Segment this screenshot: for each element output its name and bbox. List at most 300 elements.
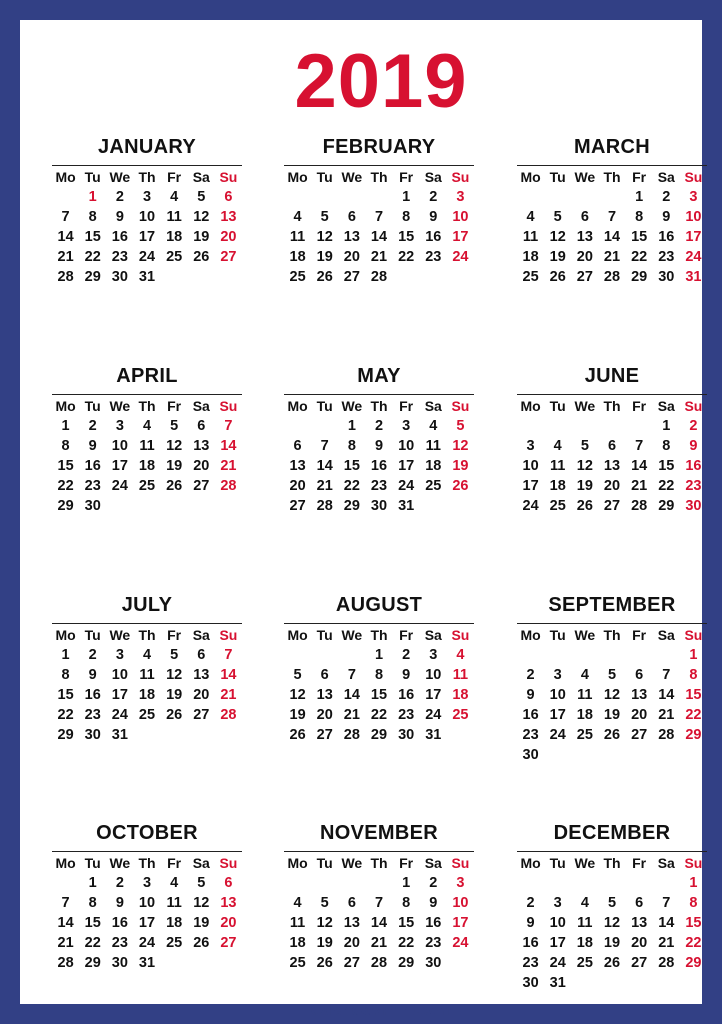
day-cell: 6: [635, 895, 644, 911]
day-cell: 16: [522, 935, 539, 951]
day-grid: [284, 167, 474, 287]
day-cell: 4: [526, 209, 535, 225]
day-cell: 10: [138, 209, 156, 225]
day-grid: [52, 853, 242, 973]
weekday-header: Sa: [657, 169, 675, 185]
day-cell: 9: [115, 209, 124, 225]
month-divider: [284, 623, 474, 624]
day-cell: 7: [61, 895, 70, 911]
day-cell: 4: [553, 438, 562, 454]
weekday-header: Mo: [520, 169, 541, 185]
day-cell: 23: [111, 249, 128, 265]
month-september: [517, 591, 707, 765]
day-cell: 17: [452, 229, 469, 245]
empty-cell: [52, 873, 79, 893]
month-divider: [52, 851, 242, 852]
day-cell: 13: [631, 687, 648, 703]
day-cell: 15: [57, 458, 74, 474]
day-cell: 16: [425, 229, 442, 245]
day-cell: 10: [549, 915, 566, 931]
empty-cell: [544, 873, 571, 893]
day-cell: 25: [166, 249, 183, 265]
day-cell: 2: [88, 647, 97, 663]
day-cell: 29: [398, 955, 415, 971]
day-grid: [52, 396, 242, 516]
day-cell: 31: [425, 727, 442, 743]
day-cell: 30: [425, 955, 442, 971]
month-divider: [284, 165, 474, 166]
day-cell: 3: [553, 895, 562, 911]
day-cell: 30: [370, 498, 388, 514]
empty-cell: [338, 187, 365, 207]
day-cell: 14: [370, 229, 388, 245]
day-cell: 22: [685, 707, 702, 723]
weekday-header: Mo: [55, 855, 76, 871]
weekday-header: We: [109, 855, 131, 871]
day-cell: 4: [293, 209, 302, 225]
weekday-header: Su: [684, 398, 703, 414]
day-cell: 27: [220, 249, 237, 265]
day-cell: 14: [57, 229, 74, 245]
day-cell: 6: [197, 647, 206, 663]
day-cell: 1: [88, 189, 97, 205]
year-title: 2019: [294, 39, 468, 124]
day-cell: 15: [370, 687, 388, 703]
day-cell: 24: [398, 478, 415, 494]
day-grid: [284, 853, 474, 973]
empty-cell: [52, 187, 79, 207]
weekday-header: We: [109, 398, 131, 414]
day-cell: 1: [689, 647, 698, 663]
month-august: [284, 591, 474, 745]
day-cell: 13: [316, 687, 333, 703]
day-cell: 22: [84, 249, 101, 265]
day-cell: 2: [429, 189, 438, 205]
day-cell: 23: [522, 727, 539, 743]
day-cell: 7: [662, 667, 671, 683]
empty-cell: [653, 645, 680, 665]
day-cell: 10: [138, 895, 156, 911]
day-cell: 19: [193, 915, 210, 931]
month-name: JULY: [121, 594, 173, 616]
day-cell: 1: [88, 875, 97, 891]
day-cell: 21: [220, 458, 237, 474]
day-cell: 21: [658, 935, 675, 951]
day-cell: 12: [166, 667, 183, 683]
day-cell: 15: [685, 687, 702, 703]
month-name: FEBRUARY: [322, 136, 436, 158]
day-cell: 11: [139, 438, 155, 454]
day-cell: 31: [685, 269, 702, 285]
day-cell: 10: [452, 895, 469, 911]
day-cell: 24: [425, 707, 442, 723]
day-cell: 18: [138, 458, 156, 474]
weekday-header: Mo: [55, 169, 76, 185]
day-cell: 25: [576, 955, 593, 971]
day-cell: 15: [84, 915, 101, 931]
day-cell: 12: [603, 915, 621, 931]
day-cell: 5: [456, 418, 465, 434]
month-divider: [284, 851, 474, 852]
day-cell: 18: [166, 229, 183, 245]
day-cell: 6: [320, 667, 329, 683]
day-cell: 4: [170, 875, 179, 891]
day-cell: 22: [658, 478, 675, 494]
day-cell: 28: [316, 498, 333, 514]
day-cell: 20: [631, 707, 648, 723]
month-name: NOVEMBER: [320, 822, 438, 844]
month-name: MARCH: [574, 136, 650, 158]
month-january: [52, 133, 242, 287]
weekday-header: Tu: [549, 169, 566, 185]
day-cell: 31: [111, 727, 128, 743]
day-cell: 29: [57, 727, 74, 743]
day-cell: 19: [452, 458, 469, 474]
day-cell: 14: [370, 915, 388, 931]
day-cell: 14: [220, 667, 237, 683]
weekday-header: We: [341, 398, 363, 414]
weekday-header: Sa: [424, 627, 442, 643]
day-cell: 7: [374, 209, 384, 225]
day-cell: 20: [343, 249, 360, 265]
day-cell: 1: [61, 647, 70, 663]
day-cell: 14: [658, 687, 675, 703]
day-grid: [284, 625, 474, 745]
day-cell: 29: [343, 498, 360, 514]
day-cell: 11: [522, 229, 539, 245]
day-cell: 11: [166, 209, 182, 225]
day-cell: 16: [84, 458, 101, 474]
weekday-header: Fr: [167, 398, 182, 414]
day-cell: 20: [220, 915, 237, 931]
day-cell: 24: [111, 707, 128, 723]
day-cell: 9: [88, 667, 97, 683]
day-cell: 17: [522, 478, 539, 494]
day-cell: 18: [166, 915, 183, 931]
day-cell: 9: [429, 209, 438, 225]
day-cell: 2: [115, 189, 124, 205]
month-divider: [284, 394, 474, 395]
day-cell: 1: [662, 418, 671, 434]
day-cell: 3: [553, 667, 562, 683]
weekday-header: Fr: [399, 855, 414, 871]
empty-cell: [338, 645, 365, 665]
empty-cell: [571, 645, 598, 665]
day-cell: 17: [685, 229, 702, 245]
day-cell: 8: [402, 895, 411, 911]
day-cell: 10: [549, 687, 566, 703]
empty-cell: [311, 416, 338, 436]
day-cell: 27: [343, 269, 360, 285]
day-cell: 26: [193, 935, 210, 951]
empty-cell: [598, 645, 625, 665]
day-cell: 26: [452, 478, 469, 494]
empty-cell: [311, 873, 338, 893]
weekday-header: Tu: [84, 855, 101, 871]
weekday-header: Sa: [192, 398, 210, 414]
day-cell: 14: [631, 458, 648, 474]
day-cell: 18: [289, 935, 306, 951]
day-cell: 20: [631, 935, 648, 951]
day-cell: 21: [658, 707, 675, 723]
weekday-header: Mo: [287, 627, 308, 643]
day-cell: 9: [115, 895, 124, 911]
day-cell: 15: [84, 229, 101, 245]
day-cell: 23: [522, 955, 539, 971]
day-cell: 18: [425, 458, 442, 474]
weekday-header: Mo: [520, 627, 541, 643]
empty-cell: [598, 873, 625, 893]
weekday-header: Sa: [192, 169, 210, 185]
empty-cell: [544, 187, 571, 207]
day-cell: 29: [57, 498, 74, 514]
month-june: [517, 362, 707, 516]
day-cell: 3: [689, 189, 698, 205]
day-cell: 25: [425, 478, 442, 494]
day-cell: 6: [224, 875, 233, 891]
empty-cell: [544, 416, 571, 436]
weekday-header: Th: [603, 627, 621, 643]
day-cell: 6: [580, 209, 589, 225]
day-cell: 15: [57, 687, 74, 703]
day-cell: 17: [425, 687, 442, 703]
day-cell: 5: [320, 895, 329, 911]
day-cell: 2: [689, 418, 698, 434]
empty-cell: [571, 873, 598, 893]
day-cell: 3: [526, 438, 535, 454]
day-cell: 6: [635, 667, 644, 683]
weekday-header: Th: [603, 398, 621, 414]
day-cell: 1: [402, 189, 411, 205]
month-name: DECEMBER: [553, 822, 671, 844]
weekday-header: Tu: [316, 855, 333, 871]
day-cell: 9: [526, 687, 535, 703]
day-cell: 10: [522, 458, 539, 474]
day-cell: 14: [220, 438, 237, 454]
weekday-header: We: [574, 398, 596, 414]
month-name: OCTOBER: [96, 822, 198, 844]
month-divider: [517, 623, 707, 624]
day-cell: 21: [370, 249, 388, 265]
day-cell: 19: [549, 249, 566, 265]
weekday-header: Mo: [55, 398, 76, 414]
day-cell: 8: [689, 667, 698, 683]
day-cell: 30: [522, 975, 539, 991]
day-cell: 3: [115, 647, 124, 663]
day-cell: 1: [402, 875, 411, 891]
weekday-header: Tu: [549, 627, 566, 643]
day-cell: 5: [170, 418, 179, 434]
day-cell: 31: [398, 498, 415, 514]
weekday-header: Fr: [399, 627, 414, 643]
weekday-header: Fr: [167, 169, 182, 185]
day-cell: 2: [526, 667, 535, 683]
day-cell: 7: [635, 438, 644, 454]
day-cell: 8: [61, 667, 70, 683]
day-cell: 21: [343, 707, 360, 723]
day-cell: 18: [522, 249, 539, 265]
weekday-header: We: [109, 169, 131, 185]
day-cell: 4: [580, 895, 589, 911]
day-cell: 16: [685, 458, 702, 474]
day-cell: 13: [631, 915, 648, 931]
day-cell: 13: [603, 458, 621, 474]
weekday-header: Mo: [520, 398, 541, 414]
day-cell: 24: [549, 955, 566, 971]
day-cell: 22: [343, 478, 360, 494]
day-cell: 31: [549, 975, 566, 991]
day-cell: 17: [138, 915, 156, 931]
day-grid: [52, 625, 242, 745]
day-cell: 1: [374, 647, 384, 663]
day-cell: 24: [549, 727, 566, 743]
day-cell: 14: [603, 229, 621, 245]
weekday-header: Su: [451, 169, 470, 185]
weekday-header: We: [341, 169, 363, 185]
day-grid: [517, 853, 707, 993]
day-cell: 1: [689, 875, 698, 891]
month-december: [517, 819, 707, 993]
empty-cell: [626, 645, 653, 665]
day-cell: 9: [429, 895, 438, 911]
day-cell: 8: [689, 895, 698, 911]
day-cell: 6: [293, 438, 302, 454]
day-cell: 6: [347, 895, 356, 911]
weekday-header: We: [341, 627, 363, 643]
day-cell: 2: [88, 418, 97, 434]
day-cell: 10: [111, 438, 128, 454]
day-cell: 22: [685, 935, 702, 951]
day-cell: 15: [631, 229, 648, 245]
day-cell: 10: [398, 438, 415, 454]
day-cell: 12: [316, 229, 333, 245]
day-cell: 24: [452, 249, 469, 265]
day-cell: 8: [88, 209, 97, 225]
day-cell: 4: [142, 647, 152, 663]
day-cell: 11: [577, 915, 593, 931]
weekday-header: Mo: [55, 627, 76, 643]
weekday-header: Sa: [424, 398, 442, 414]
day-cell: 20: [576, 249, 593, 265]
empty-cell: [517, 645, 544, 665]
day-cell: 15: [343, 458, 360, 474]
weekday-header: Mo: [287, 169, 308, 185]
day-cell: 21: [631, 478, 648, 494]
weekday-header: Sa: [192, 855, 210, 871]
day-cell: 9: [402, 667, 411, 683]
day-cell: 21: [220, 687, 237, 703]
weekday-header: Th: [370, 627, 388, 643]
day-cell: 20: [193, 687, 210, 703]
day-cell: 24: [452, 935, 469, 951]
weekday-header: Fr: [167, 855, 182, 871]
day-cell: 5: [197, 875, 206, 891]
day-cell: 28: [370, 269, 388, 285]
empty-cell: [284, 873, 311, 893]
day-cell: 2: [115, 875, 124, 891]
day-cell: 13: [343, 229, 360, 245]
day-cell: 30: [111, 269, 128, 285]
day-cell: 14: [316, 458, 333, 474]
day-cell: 23: [84, 707, 101, 723]
day-cell: 17: [398, 458, 415, 474]
day-cell: 12: [452, 438, 469, 454]
day-cell: 7: [347, 667, 356, 683]
day-cell: 12: [603, 687, 621, 703]
day-cell: 11: [577, 687, 593, 703]
day-cell: 23: [425, 249, 442, 265]
day-cell: 4: [142, 418, 152, 434]
day-cell: 13: [343, 915, 360, 931]
day-cell: 16: [658, 229, 675, 245]
day-cell: 24: [522, 498, 539, 514]
day-grid: [284, 396, 474, 516]
day-grid: [52, 167, 242, 287]
weekday-header: Mo: [287, 855, 308, 871]
day-cell: 17: [111, 687, 128, 703]
weekday-header: Th: [370, 169, 388, 185]
day-cell: 3: [142, 875, 152, 891]
day-cell: 27: [316, 727, 333, 743]
day-cell: 25: [576, 727, 593, 743]
weekday-header: Tu: [549, 855, 566, 871]
day-cell: 17: [452, 915, 469, 931]
day-cell: 13: [289, 458, 306, 474]
day-cell: 27: [289, 498, 306, 514]
day-cell: 7: [224, 418, 233, 434]
day-cell: 13: [576, 229, 593, 245]
day-cell: 20: [289, 478, 306, 494]
day-cell: 26: [193, 249, 210, 265]
day-cell: 15: [398, 915, 415, 931]
day-cell: 26: [549, 269, 566, 285]
weekday-header: Su: [684, 627, 703, 643]
day-cell: 28: [603, 269, 621, 285]
day-cell: 14: [343, 687, 360, 703]
day-cell: 21: [316, 478, 333, 494]
day-cell: 3: [142, 189, 152, 205]
day-cell: 18: [576, 707, 593, 723]
month-divider: [517, 851, 707, 852]
day-cell: 26: [576, 498, 593, 514]
day-cell: 8: [635, 209, 644, 225]
weekday-header: We: [109, 627, 131, 643]
month-april: [52, 362, 242, 516]
day-cell: 2: [662, 189, 671, 205]
day-cell: 23: [425, 935, 442, 951]
weekday-header: Su: [684, 169, 703, 185]
day-cell: 29: [631, 269, 648, 285]
day-cell: 6: [197, 418, 206, 434]
empty-cell: [544, 645, 571, 665]
month-july: [52, 591, 242, 745]
day-cell: 5: [197, 189, 206, 205]
day-cell: 18: [452, 687, 469, 703]
day-cell: 8: [61, 438, 70, 454]
month-divider: [52, 165, 242, 166]
day-cell: 17: [111, 458, 128, 474]
weekday-header: Tu: [84, 169, 101, 185]
month-february: [284, 133, 474, 287]
month-name: APRIL: [116, 365, 178, 387]
weekday-header: Tu: [316, 627, 333, 643]
empty-cell: [653, 873, 680, 893]
day-cell: 28: [57, 955, 74, 971]
month-divider: [52, 623, 242, 624]
weekday-header: Th: [138, 169, 156, 185]
day-cell: 7: [61, 209, 70, 225]
day-cell: 29: [658, 498, 675, 514]
